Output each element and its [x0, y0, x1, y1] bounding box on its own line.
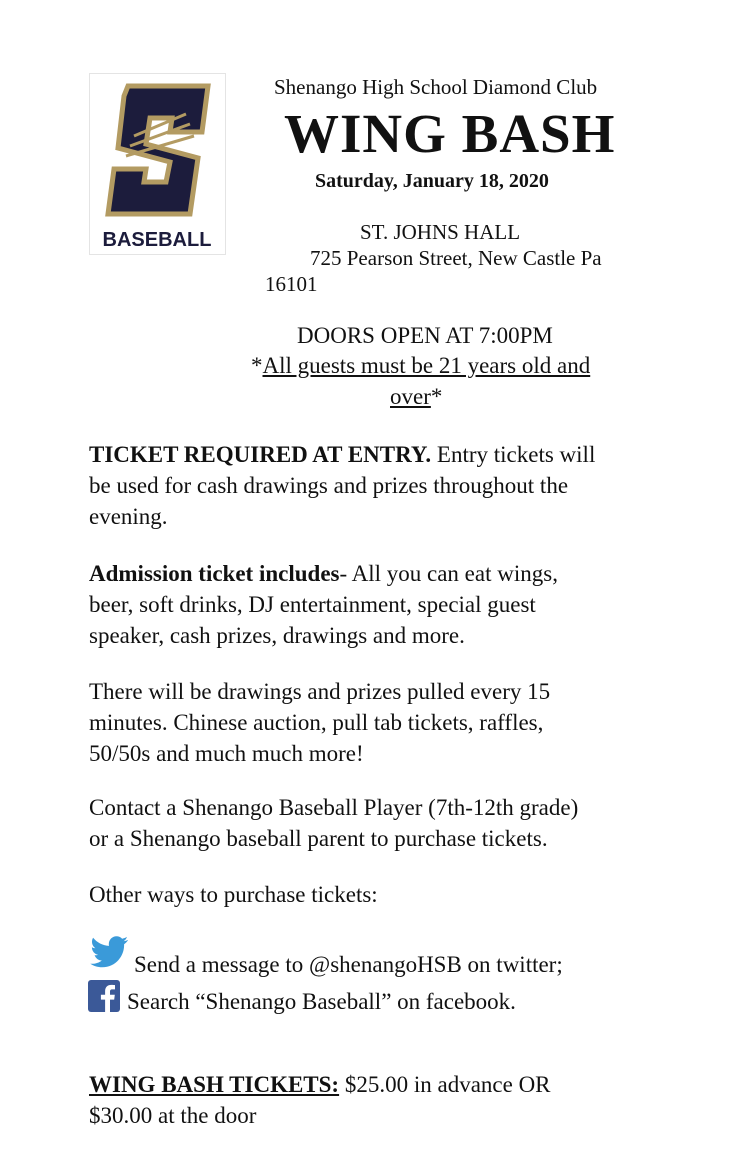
ticket-required-line3: evening.	[89, 504, 168, 529]
ticket-required-line1	[89, 439, 595, 470]
twitter-instruction: Send a message to @shenangoHSB on twitter;	[134, 952, 563, 977]
shenango-baseball-logo	[89, 73, 226, 255]
ticket-required-paragraph	[89, 439, 595, 532]
venue-address-line1: 725 Pearson Street, New Castle Pa	[310, 246, 602, 270]
ticket-required-line1-rest: Entry tickets will	[431, 442, 596, 467]
age-requirement-text: All guests must be 21 years old and	[262, 353, 591, 378]
event-date: Saturday, January 18, 2020	[315, 170, 549, 192]
twitter-icon[interactable]	[90, 936, 130, 968]
venue-name: ST. JOHNS HALL	[360, 220, 521, 244]
age-requirement-line1	[251, 353, 590, 379]
drawings-paragraph	[89, 676, 550, 769]
event-title: WING BASH	[284, 103, 616, 164]
contact-paragraph	[89, 792, 578, 854]
age-requirement-text-2: over	[390, 384, 431, 409]
admission-line1-rest: - All you can eat wings,	[339, 561, 558, 586]
ticket-required-line2: be used for cash drawings and prizes throughout the	[89, 473, 569, 498]
ticket-required-bold: TICKET REQUIRED AT ENTRY.	[89, 442, 432, 467]
ticket-price-line1	[89, 1069, 551, 1100]
doors-open-time: DOORS OPEN AT 7:00PM	[297, 323, 553, 348]
drawings-line1: There will be drawings and prizes pulled every 15	[89, 679, 551, 704]
facebook-icon[interactable]	[88, 980, 120, 1012]
logo-text: BASEBALL	[102, 229, 212, 251]
ticket-price-advance: $25.00 in advance OR	[339, 1072, 551, 1097]
admission-line3: speaker, cash prizes, drawings and more.	[89, 623, 465, 648]
age-requirement-line2	[390, 384, 442, 410]
ticket-price-label: WING BASH TICKETS:	[89, 1072, 340, 1097]
ticket-price-line2: $30.00 at the door	[89, 1103, 257, 1128]
age-suffix: *	[430, 384, 443, 409]
drawings-line3: 50/50s and much much more!	[89, 741, 364, 766]
admission-line2: beer, soft drinks, DJ entertainment, special guest	[89, 592, 536, 617]
s-logo-mark	[108, 86, 208, 214]
contact-line2: or a Shenango baseball parent to purchase tickets.	[89, 826, 548, 851]
venue-address-line2: 16101	[265, 272, 318, 296]
admission-bold: Admission ticket includes	[89, 561, 340, 586]
admission-paragraph	[89, 558, 558, 651]
admission-line1	[89, 558, 558, 589]
club-name: Shenango High School Diamond Club	[274, 75, 598, 99]
age-prefix: *	[251, 353, 263, 378]
other-ways-heading: Other ways to purchase tickets:	[89, 882, 378, 907]
ticket-price-paragraph	[89, 1069, 551, 1131]
drawings-line2: minutes. Chinese auction, pull tab tickets, raffles,	[89, 710, 544, 735]
contact-line1: Contact a Shenango Baseball Player (7th-12th grade)	[89, 795, 579, 820]
facebook-instruction: Search “Shenango Baseball” on facebook.	[127, 989, 516, 1014]
